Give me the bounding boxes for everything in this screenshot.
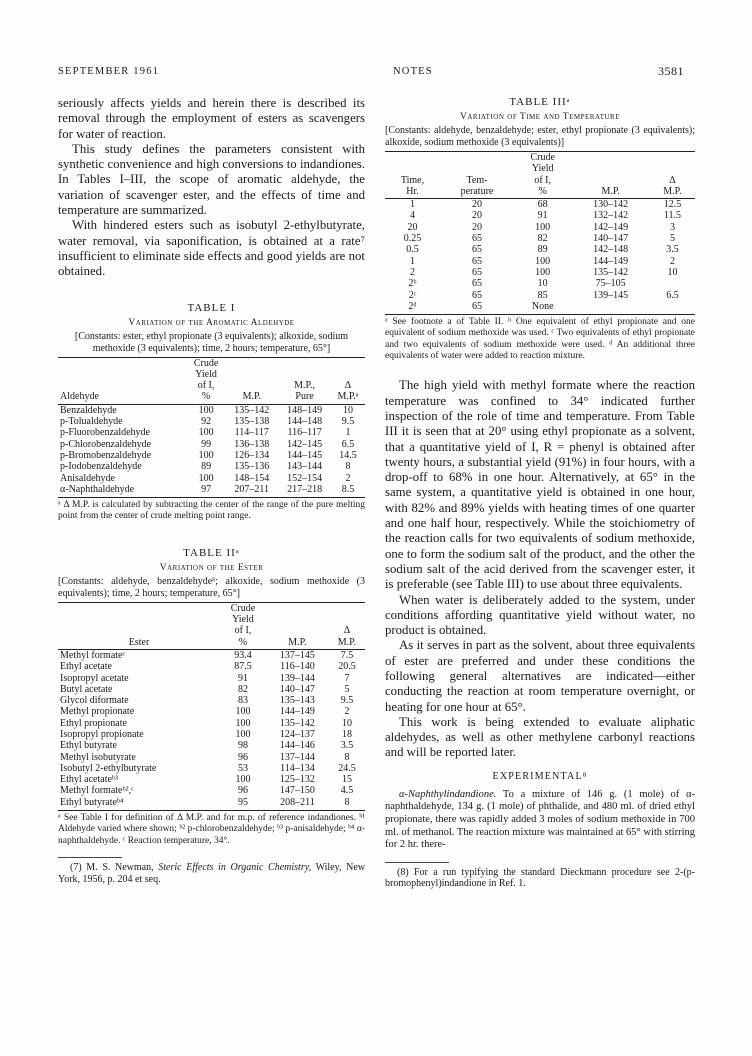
experimental-paragraph: α-Naphthylindandione. To a mixture of 146 g. (1 mole) of α-naphthaldehyde, 134 g. (1 mole) of phthalide, and 480 ml. of dried ethyl propionate, there was rapidly added 3 moles of sodium methoxide in 700 ml. of methanol. The reaction mixture was maintained at 65° with stirring for 2 hr. there- xyxy=(385,788,695,851)
compound-name: α-Naphthylindandione. xyxy=(399,788,497,800)
table-row: Glycol diformate 83 135–143 9.5 xyxy=(60,695,354,707)
table-row: 4 20 91 132–142 11.5 xyxy=(409,210,682,222)
table-row: p-Chlorobenzaldehyde 99 136–138 142–145 6.5 xyxy=(60,438,355,450)
table-row: Ethyl propionate 100 135–142 10 xyxy=(60,717,352,729)
table-row: Ethyl butyrate 98 144–146 3.5 xyxy=(60,740,354,752)
table-1-subtitle: Variation of the Aromatic Aldehyde xyxy=(128,317,295,328)
table-row: 2 65 100 135–142 10 xyxy=(409,266,678,278)
col-mp: M.P. xyxy=(225,357,278,404)
table-row: Methyl formateᵇ²,ᶜ 96 147–150 4.5 xyxy=(60,785,354,797)
page-number: 3581 xyxy=(658,64,684,78)
table-1-footnote: ᵃ Δ M.P. is calculated by subtracting the center of the range of the pure melting point from the center of crude melting point range. xyxy=(58,500,365,522)
table-row: Ethyl acetate 87.5 116–140 20.5 xyxy=(60,661,356,673)
experimental-heading: EXPERIMENTAL⁸ xyxy=(492,770,588,782)
running-head-section: NOTES xyxy=(393,66,433,77)
right-column xyxy=(385,96,695,890)
table-row: Isobutyl 2-ethylbutyrate 53 114–134 24.5 xyxy=(60,762,356,774)
table-row: 1 20 68 130–142 12.5 xyxy=(409,199,682,211)
table-2 xyxy=(58,602,365,811)
table-row: 0.5 65 89 142–148 3.5 xyxy=(406,244,679,256)
reference-8: (8) For a run typifying the standard Dieckmann procedure see 2-(p-bromophenyl)indandione in Ref. 1. xyxy=(385,866,695,890)
col-aldehyde: Aldehyde xyxy=(58,357,187,404)
table-2-caption: TABLE IIᵃ xyxy=(183,546,240,559)
table-row: Ethyl butyrateᵇ⁴ 95 208–211 8 xyxy=(60,796,350,808)
col-yield: Crude Yield of I, % xyxy=(220,602,266,649)
body-paragraph: The high yield with methyl formate where the reaction temperature was confined to 34° indicated further inspection of the role of time and temperature. From Table III it is seen that at 20° using ethyl propionate as a solvent, that a quantitative yield of I, R = phenyl is obtained after twenty hours, a substantial yield (91%) in four hours, with a drop-off to 68% in one hour. Alternatively, at 65° in the same system, a quantitative yield is obtained in one hour, with 82% and 89% yields with heating times of one quarter and one half hour, respectively. While the stoichiometry of the reaction calls for two equivalents of sodium methoxide, one to form the sodium salt of the product, and the other the sodium salt of the acid derived from the scavenger ester, it is preferable (see Table III) to use about three equivalents. xyxy=(385,378,695,592)
table-row: Butyl acetate 82 140–147 5 xyxy=(60,683,350,695)
col-delta-mp: Δ M.P.ᵃ xyxy=(331,357,365,404)
col-temperature: Tem- perature xyxy=(440,152,514,199)
table-row: p-Bromobenzaldehyde 100 126–134 144–145 14.5 xyxy=(60,449,357,461)
table-row: Methyl formateᶜ 93.4 137–145 7.5 xyxy=(60,649,354,661)
table-1-constants: [Constants: ester, ethyl propionate (3 equivalents); alkoxide, sodium methoxide (3 equivalents); time, 2 hours; temperature, 65°] xyxy=(74,330,349,354)
table-row: 2ᵇ 65 10 75–105 xyxy=(408,278,626,290)
table-3-caption: TABLE IIIᵃ xyxy=(509,96,571,108)
table-row: Anisaldehyde 100 148–154 152–154 2 xyxy=(60,472,351,484)
body-paragraph: This study defines the parameters consistent with synthetic convenience and high conversions to indandiones. In Tables I–III, the scope of aromatic aldehyde, the variation of scavenger ester, and the effects of time and temperature are summarized. xyxy=(58,141,365,218)
footnote-rule xyxy=(385,862,449,863)
table-row: 2ᶜ 65 85 139–145 6.5 xyxy=(408,289,679,301)
table-row: Isopropyl propionate 100 124–137 18 xyxy=(60,728,352,740)
table-row: α-Naphthaldehyde 97 207–211 217–218 8.5 xyxy=(60,483,355,495)
col-mp-pure: M.P., Pure xyxy=(278,357,331,404)
table-row: Methyl isobutyrate 96 137–144 8 xyxy=(60,751,350,763)
table-3-constants: [Constants: aldehyde, benzaldehyde; ester, ethyl propionate (3 equivalents); alkoxide, sodium methoxide (3 equivalents)] xyxy=(385,125,695,148)
table-3-footnote: ᵃ See footnote a of Table II. ᵇ One equivalent of ethyl propionate and one equivalent of sodium methoxide was used. ᶜ Two equivalents of ethyl propionate and two equivalents of sodium methoxide were used. ᵈ An additional three equivalents of water were added to reaction mixture. xyxy=(385,317,695,362)
table-2-constants: [Constants: aldehyde, benzaldehydeᵇ; alkoxide, sodium methoxide (3 equivalents); time, 2 hours; temperature, 65°] xyxy=(58,575,365,599)
col-time: Time, Hr. xyxy=(385,152,440,199)
table-1-caption: TABLE I xyxy=(187,301,236,314)
table-row: p-Fluorobenzaldehyde 100 114–117 116–117 1 xyxy=(60,427,351,439)
body-paragraph: This work is being extended to evaluate aliphatic aldehydes, as well as other methylene carbonyl reactions and will be reported later. xyxy=(385,714,695,760)
table-row: Isopropyl acetate 91 139–144 7 xyxy=(60,672,350,684)
col-delta-mp: Δ M.P. xyxy=(650,152,695,199)
table-3 xyxy=(385,151,695,315)
table-row: p-Iodobenzaldehyde 89 135–136 143–144 8 xyxy=(60,461,351,473)
reference-7: (7) M. S. Newman, Steric Effects in Organic Chemistry, Wiley, New York, 1956, p. 204 et seq. xyxy=(58,861,365,885)
body-paragraph: When water is deliberately added to the system, under conditions affording quantitative yield without water, no product is obtained. xyxy=(385,592,695,638)
table-2-footnote: ᵃ See Table I for definition of Δ M.P. and for m.p. of reference indandiones. ᵇ¹ Aldehyde varied where shown; ᵇ² p-chlorobenzaldehyde; ᵇ³ p-anisaldehyde; ᵇ⁴ α-naphthaldehyde. ᶜ Reaction temperature, 34°. xyxy=(58,813,365,846)
left-column xyxy=(58,96,365,885)
table-row: 20 20 100 142–149 3 xyxy=(407,221,675,233)
table-row: Benzaldehyde 100 135–142 148–149 10 xyxy=(60,404,353,416)
body-paragraph: As it serves in part as the solvent, about three equivalents of ester are preferred and under these conditions the following general alternatives are indicated—either conducting the reaction at room temperature overnight, or heating for one hour at 65°. xyxy=(385,638,695,714)
table-row: Ethyl acetateᵇ³ 100 125–132 15 xyxy=(60,774,352,786)
body-paragraph: seriously affects yields and herein there is described its removal through the employment of esters as scavengers for water of reaction. xyxy=(58,96,365,141)
col-delta-mp: Δ M.P. xyxy=(329,602,365,649)
col-yield: Crude Yield of I, % xyxy=(514,152,571,199)
footnote-rule xyxy=(58,857,122,858)
body-paragraph: With hindered esters such as isobutyl 2-ethylbutyrate, water removal, via saponification, is obtained at a rate⁷ insufficient to eliminate side effects and good yields are not obtained. xyxy=(58,218,365,279)
table-2-subtitle: Variation of the Ester xyxy=(159,562,264,573)
table-row: 0.25 65 82 140–147 5 xyxy=(403,233,675,245)
table-row: 2ᵈ 65 None xyxy=(408,300,554,312)
table-row: p-Tolualdehyde 92 135–138 144–148 9.5 xyxy=(60,416,355,428)
col-ester: Ester xyxy=(58,602,220,649)
table-3-subtitle: Variation of Time and Temperature xyxy=(459,112,620,122)
table-row: 1 65 100 144–149 2 xyxy=(409,255,675,267)
running-head-date: SEPTEMBER 1961 xyxy=(58,66,160,77)
table-row: Methyl propionate 100 144–149 2 xyxy=(60,706,350,718)
table-1 xyxy=(58,357,365,499)
col-mp: M.P. xyxy=(571,152,650,199)
col-mp: M.P. xyxy=(266,602,329,649)
col-yield: Crude Yield of I, % xyxy=(187,357,226,404)
